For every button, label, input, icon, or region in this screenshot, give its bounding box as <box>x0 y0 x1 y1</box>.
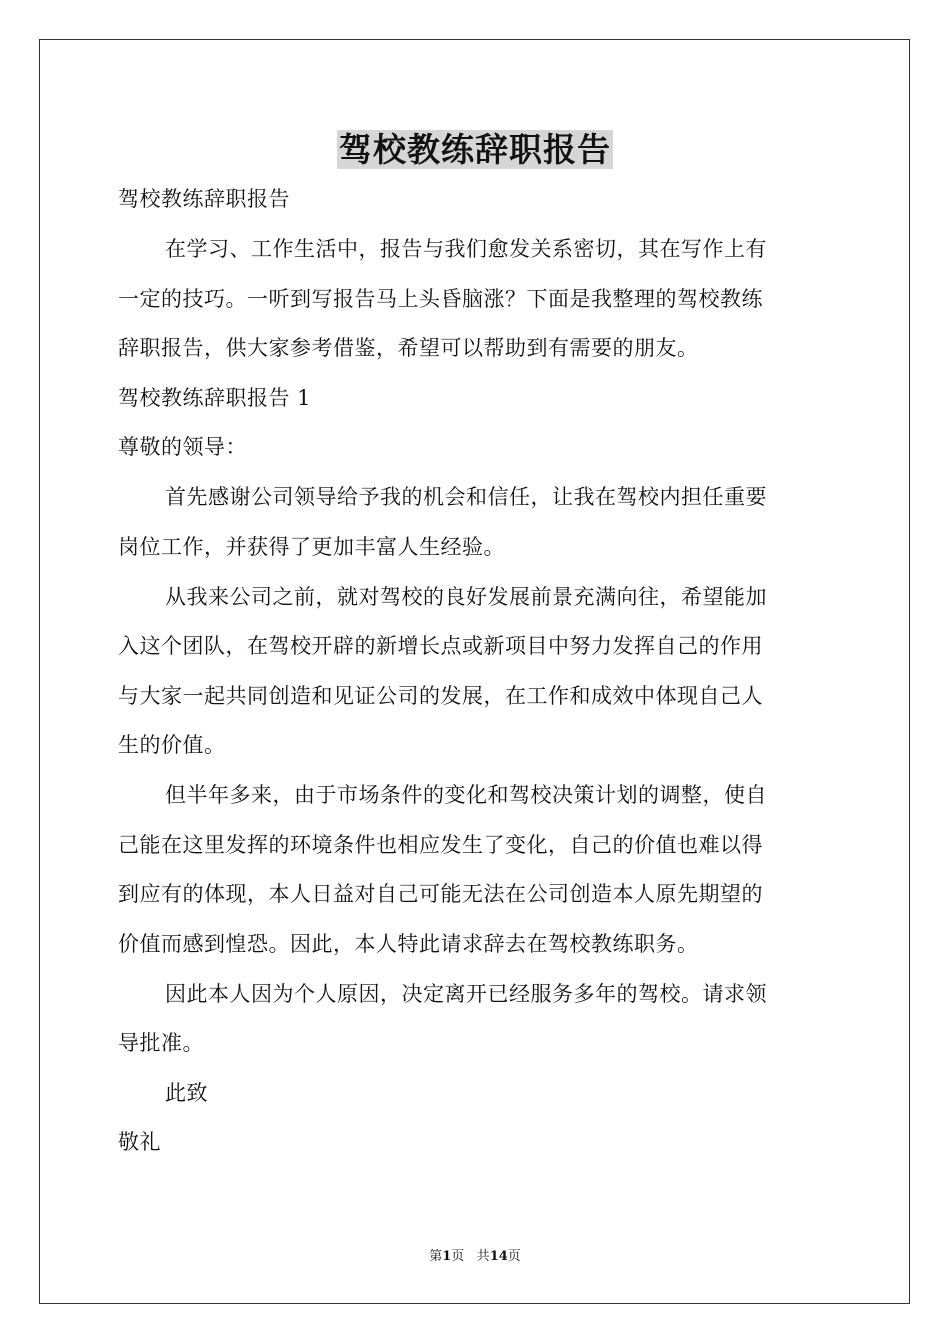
paragraph-line: 首先感谢公司领导给予我的机会和信任，让我在驾校内担任重要 <box>165 485 767 509</box>
paragraph-line: 一定的技巧。一听到写报告马上头昏脑涨？下面是我整理的驾校教练 <box>118 287 763 311</box>
paragraph-line: 己能在这里发挥的环境条件也相应发生了变化，自己的价值也难以得 <box>118 833 763 857</box>
paragraph-line: 因此本人因为个人原因，决定离开已经服务多年的驾校。请求领 <box>165 982 767 1006</box>
closing-line: 此致 <box>165 1081 208 1105</box>
paragraph-line: 与大家一起共同创造和见证公司的发展，在工作和成效中体现自己人 <box>118 684 763 708</box>
paragraph-line: 从我来公司之前，就对驾校的良好发展前景充满向往，希望能加 <box>165 585 767 609</box>
paragraph-line: 在学习、工作生活中，报告与我们愈发关系密切，其在写作上有 <box>165 237 767 261</box>
paragraph-line: 导批准。 <box>118 1031 204 1055</box>
paragraph-line: 生的价值。 <box>118 733 226 757</box>
paragraph-line: 入这个团队，在驾校开辟的新增长点或新项目中努力发挥自己的作用 <box>118 634 763 658</box>
closing-line: 敬礼 <box>118 1130 161 1154</box>
section-heading: 驾校教练辞职报告 1 <box>118 386 312 410</box>
paragraph-line: 到应有的体现，本人日益对自己可能无法在公司创造本人原先期望的 <box>118 882 763 906</box>
document-title: 驾校教练辞职报告 <box>339 130 611 169</box>
page-footer: 第1页 共14页 <box>429 1249 521 1264</box>
paragraph-line: 辞职报告，供大家参考借鉴，希望可以帮助到有需要的朋友。 <box>118 336 699 360</box>
paragraph-line: 价值而感到惶恐。因此，本人特此请求辞去在驾校教练职务。 <box>118 932 699 956</box>
total-pages: 14 <box>489 1249 508 1264</box>
paragraph-line: 岗位工作，并获得了更加丰富人生经验。 <box>118 535 505 559</box>
page-number: 1 <box>442 1249 452 1264</box>
subtitle-line: 驾校教练辞职报告 <box>118 187 290 211</box>
salutation: 尊敬的领导： <box>118 435 247 459</box>
page-border <box>39 39 910 1304</box>
paragraph-line: 但半年多来，由于市场条件的变化和驾校决策计划的调整，使自 <box>165 783 767 807</box>
